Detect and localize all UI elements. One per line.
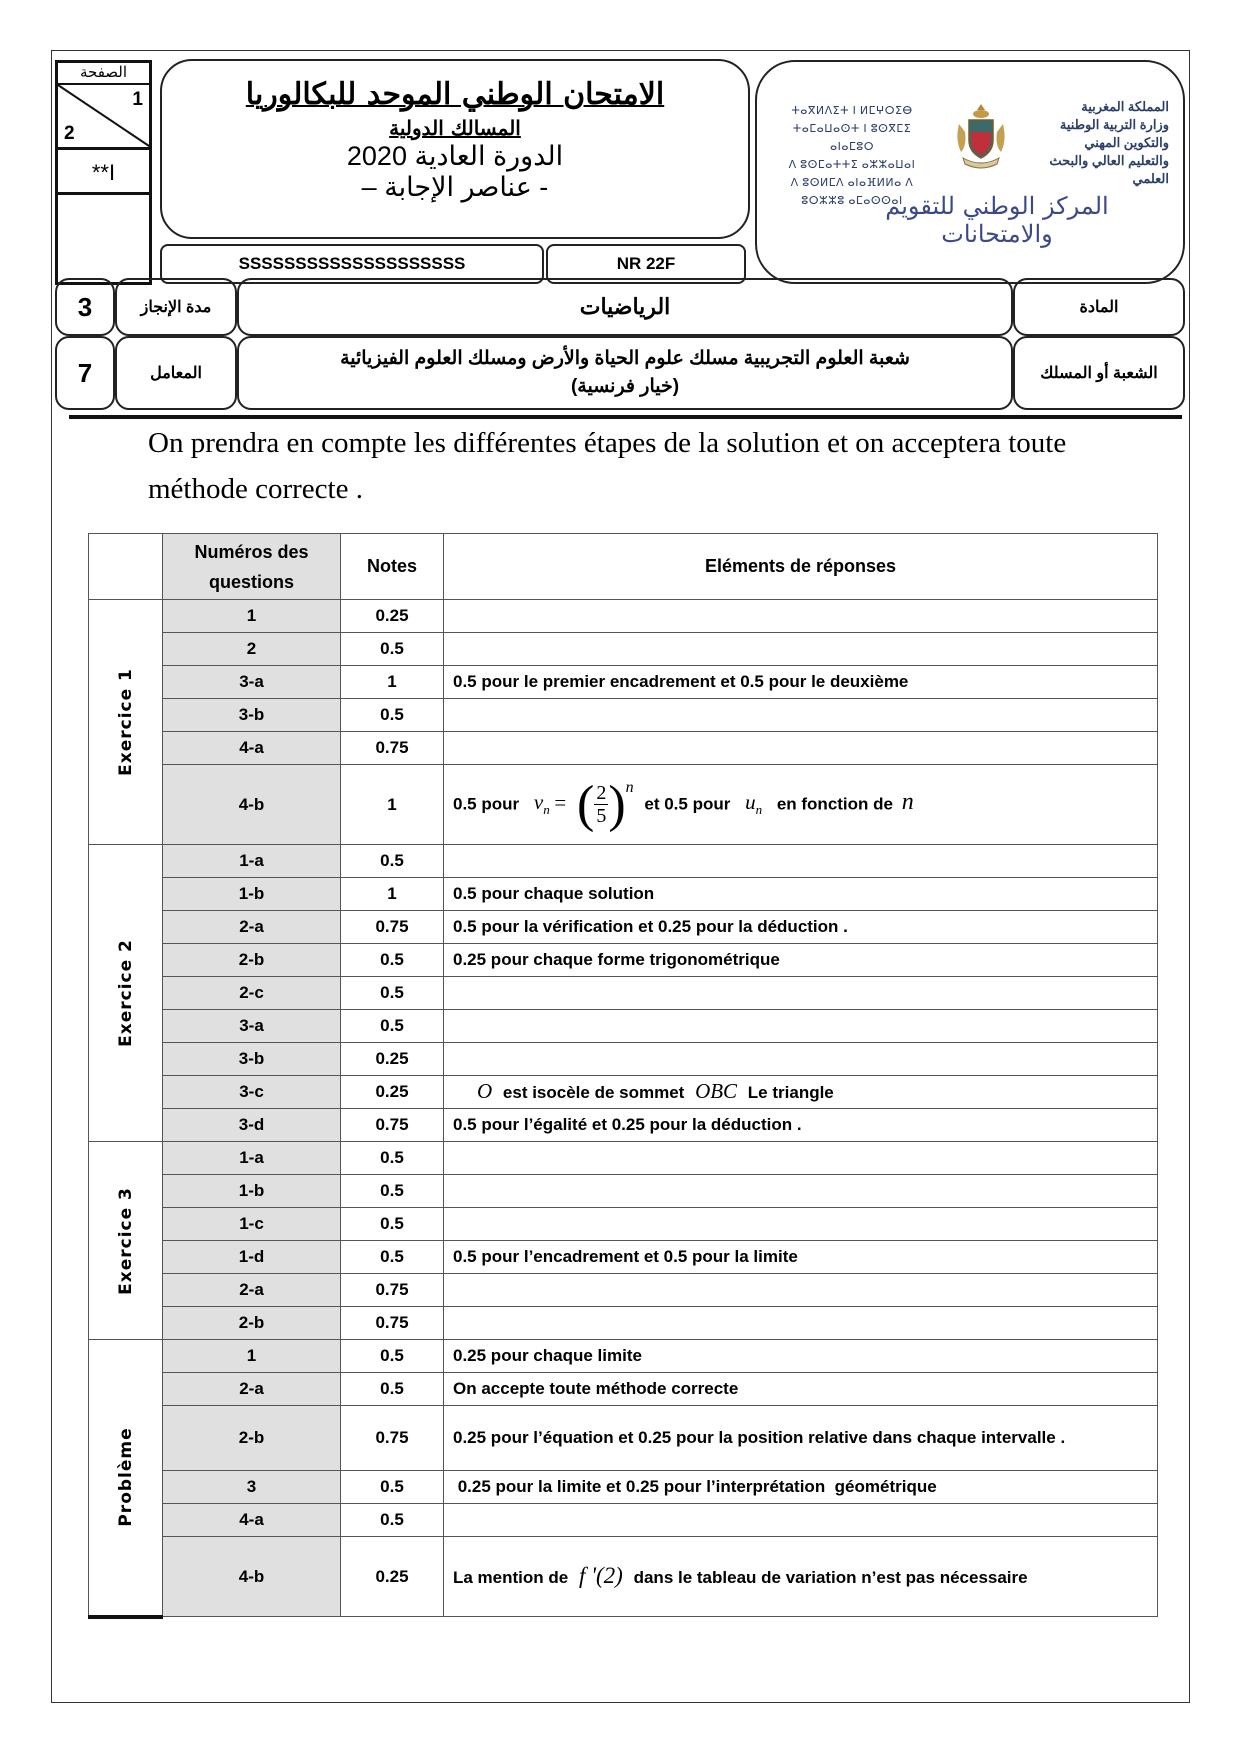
answer-element: 0.5 pour l’encadrement et 0.5 pour la limite bbox=[444, 1241, 1158, 1274]
math-symbol: u bbox=[745, 789, 756, 814]
question-number: 1-b bbox=[163, 878, 341, 911]
table-row bbox=[89, 732, 1158, 765]
note-value: 0.5 bbox=[341, 633, 444, 666]
math-subscript: n bbox=[543, 802, 550, 818]
page-fraction bbox=[58, 85, 149, 150]
section-label: Problème bbox=[115, 1427, 136, 1527]
question-number: 2-a bbox=[163, 911, 341, 944]
page-total: 2 bbox=[64, 123, 75, 144]
intro-text: On prendra en compte les différentes étapes de la solution et on acceptera toute méthode correcte . bbox=[148, 427, 1067, 505]
note-value: 0.75 bbox=[341, 1109, 444, 1142]
answer-element: 0.5 pour chaque solution bbox=[444, 878, 1158, 911]
exam-code-right: NR 22F bbox=[546, 244, 746, 284]
note-value: 0.75 bbox=[341, 1406, 444, 1471]
question-number: 1-c bbox=[163, 1208, 341, 1241]
question-number: 3 bbox=[163, 1471, 341, 1504]
question-number: 1-a bbox=[163, 1142, 341, 1175]
answer-element bbox=[444, 765, 1158, 845]
table-row bbox=[89, 977, 1158, 1010]
note-value: 0.5 bbox=[341, 1241, 444, 1274]
section-cell bbox=[89, 600, 163, 845]
table-row bbox=[89, 1274, 1158, 1307]
answer-element bbox=[444, 732, 1158, 765]
answer-element bbox=[444, 1076, 1158, 1109]
question-number: 3-b bbox=[163, 699, 341, 732]
note-value: 0.5 bbox=[341, 1504, 444, 1537]
math-u bbox=[745, 789, 763, 818]
answer-text: La mention de bbox=[453, 1567, 569, 1587]
duration-label: مدة الإنجاز bbox=[115, 278, 237, 336]
exam-session: الدورة العادية 2020 bbox=[346, 141, 564, 171]
note-value: 0.75 bbox=[341, 732, 444, 765]
arabic-ministry-text bbox=[1019, 98, 1169, 188]
answer-element: 0.25 pour chaque forme trigonométrique bbox=[444, 944, 1158, 977]
tifinagh-line: ⴷ ⵓⵙⵍⵎⴷ ⴰⵏⴰⴼⵍⵍⴰ ⴷ ⵓⵔⵣⵣⵓ ⴰⵎⴰⵙⵙⴰⵏ bbox=[790, 177, 914, 207]
note-value: 0.5 bbox=[341, 1471, 444, 1504]
table-row bbox=[89, 1010, 1158, 1043]
exam-title-box bbox=[160, 59, 750, 239]
coefficient-value: 7 bbox=[55, 336, 115, 410]
paren-open: ( bbox=[577, 775, 595, 833]
table-row bbox=[89, 1307, 1158, 1340]
table-row bbox=[89, 633, 1158, 666]
math-symbol: n bbox=[901, 788, 914, 815]
subject-label: المادة bbox=[1013, 278, 1185, 336]
section-label: Exercice 2 bbox=[115, 939, 136, 1047]
answer-element: 0.5 pour le premier encadrement et 0.5 pour le deuxième bbox=[444, 666, 1158, 699]
math-symbol: v bbox=[533, 789, 544, 814]
table-row bbox=[89, 1537, 1158, 1617]
answer-text: Le triangle bbox=[747, 1083, 834, 1102]
math-symbol: OBC bbox=[695, 1079, 738, 1103]
table-row bbox=[89, 1471, 1158, 1504]
note-value: 0.5 bbox=[341, 1142, 444, 1175]
answer-text: et 0.5 pour bbox=[644, 793, 731, 813]
table-row bbox=[89, 1142, 1158, 1175]
arabic-line: والتعليم العالي والبحث العلمي bbox=[1049, 153, 1169, 186]
exam-title: الامتحان الوطني الموحد للبكالوريا bbox=[245, 77, 665, 112]
grading-table bbox=[88, 533, 1158, 1619]
note-value: 0.25 bbox=[341, 1076, 444, 1109]
subject-value: الرياضيات bbox=[237, 278, 1013, 336]
doc-type: - عناصر الإجابة – bbox=[361, 172, 549, 202]
page-counter-box bbox=[55, 60, 152, 285]
question-number: 1-a bbox=[163, 845, 341, 878]
note-value: 0.5 bbox=[341, 944, 444, 977]
note-value: 0.75 bbox=[341, 1307, 444, 1340]
table-row bbox=[89, 1340, 1158, 1373]
section-cell bbox=[89, 845, 163, 1142]
page-label: الصفحة bbox=[58, 63, 149, 85]
answer-element bbox=[444, 1010, 1158, 1043]
question-number: 2-b bbox=[163, 1307, 341, 1340]
question-number: 2 bbox=[163, 633, 341, 666]
header-notes: Notes bbox=[341, 534, 444, 600]
note-value: 1 bbox=[341, 878, 444, 911]
answer-element bbox=[444, 1043, 1158, 1076]
answer-element bbox=[444, 1274, 1158, 1307]
duration-value: 3 bbox=[55, 278, 115, 336]
center-name: المركز الوطني للتقويم والامتحانات bbox=[885, 192, 1109, 248]
math-symbol: f '(2) bbox=[578, 1562, 623, 1588]
coat-of-arms-icon bbox=[953, 102, 1009, 170]
table-row bbox=[89, 1043, 1158, 1076]
table-row bbox=[89, 666, 1158, 699]
question-number: 3-a bbox=[163, 1010, 341, 1043]
fraction-numerator: 2 bbox=[596, 782, 607, 804]
question-number: 4-a bbox=[163, 1504, 341, 1537]
question-number: 3-d bbox=[163, 1109, 341, 1142]
question-number: 3-a bbox=[163, 666, 341, 699]
note-value: 0.5 bbox=[341, 699, 444, 732]
question-number: 2-b bbox=[163, 1406, 341, 1471]
table-row bbox=[89, 944, 1158, 977]
note-value: 0.25 bbox=[341, 600, 444, 633]
arabic-line: وزارة التربية الوطنية bbox=[1059, 117, 1169, 132]
math-subscript: n bbox=[755, 802, 763, 818]
branch-label: الشعبة أو المسلك bbox=[1013, 336, 1185, 410]
section-label: Exercice 3 bbox=[115, 1186, 136, 1295]
section-cell bbox=[89, 1142, 163, 1340]
answer-element bbox=[444, 633, 1158, 666]
paren-close: ) bbox=[608, 775, 626, 833]
table-row bbox=[89, 878, 1158, 911]
question-number: 3-b bbox=[163, 1043, 341, 1076]
math-equals: = bbox=[554, 789, 567, 814]
table-row bbox=[89, 1109, 1158, 1142]
answer-element bbox=[444, 1142, 1158, 1175]
answer-element: On accepte toute méthode correcte bbox=[444, 1373, 1158, 1406]
note-value: 0.5 bbox=[341, 845, 444, 878]
ministry-logo-box bbox=[755, 60, 1185, 284]
answer-text: 0.5 pour bbox=[453, 793, 520, 813]
header-elements: Eléments de réponses bbox=[444, 534, 1158, 600]
branch-line-1: شعبة العلوم التجريبية مسلك علوم الحياة والأرض ومسلك العلوم الفيزيائية bbox=[340, 348, 910, 369]
question-number: 1-b bbox=[163, 1175, 341, 1208]
header-divider bbox=[69, 415, 1182, 419]
question-number: 1 bbox=[163, 1340, 341, 1373]
math-fraction-power bbox=[577, 775, 634, 833]
answer-element: 0.25 pour l’équation et 0.25 pour la position relative dans chaque intervalle . bbox=[444, 1406, 1158, 1471]
table-row bbox=[89, 1373, 1158, 1406]
note-value: 0.5 bbox=[341, 1175, 444, 1208]
table-row bbox=[89, 699, 1158, 732]
note-value: 0.5 bbox=[341, 977, 444, 1010]
answer-element bbox=[444, 1504, 1158, 1537]
answer-text: en fonction de bbox=[776, 793, 893, 813]
fraction-denominator: 5 bbox=[596, 805, 607, 827]
arabic-line: والتكوين المهني bbox=[1084, 135, 1169, 150]
answer-element bbox=[444, 699, 1158, 732]
table-row bbox=[89, 1406, 1158, 1471]
question-number: 2-a bbox=[163, 1274, 341, 1307]
note-value: 0.75 bbox=[341, 1274, 444, 1307]
branch-line-2: (خيار فرنسية) bbox=[570, 376, 680, 397]
table-row bbox=[89, 1208, 1158, 1241]
note-value: 0.75 bbox=[341, 911, 444, 944]
question-number: 2-c bbox=[163, 977, 341, 1010]
note-value: 1 bbox=[341, 666, 444, 699]
table-row bbox=[89, 1175, 1158, 1208]
note-value: 0.5 bbox=[341, 1208, 444, 1241]
question-number: 3-c bbox=[163, 1076, 341, 1109]
answer-element bbox=[444, 845, 1158, 878]
note-value: 1 bbox=[341, 765, 444, 845]
answer-element: 0.25 pour chaque limite bbox=[444, 1340, 1158, 1373]
table-header-row bbox=[89, 534, 1158, 600]
table-row bbox=[89, 911, 1158, 944]
table-row bbox=[89, 845, 1158, 878]
table-row bbox=[89, 1076, 1158, 1109]
answer-element: 0.5 pour la vérification et 0.25 pour la déduction . bbox=[444, 911, 1158, 944]
table-row bbox=[89, 765, 1158, 845]
math-exponent: n bbox=[625, 778, 634, 796]
question-number: 1-d bbox=[163, 1241, 341, 1274]
coefficient-label: المعامل bbox=[115, 336, 237, 410]
answer-element bbox=[444, 600, 1158, 633]
math-v bbox=[533, 789, 550, 818]
answer-text: est isocèle de sommet bbox=[502, 1083, 685, 1102]
answer-text: dans le tableau de variation n’est pas nécessaire bbox=[633, 1567, 1028, 1587]
answer-element: 0.5 pour l’égalité et 0.25 pour la déduction . bbox=[444, 1109, 1158, 1142]
note-value: 0.5 bbox=[341, 1373, 444, 1406]
note-value: 0.25 bbox=[341, 1043, 444, 1076]
header-section bbox=[89, 534, 163, 600]
fraction bbox=[594, 782, 608, 827]
table-row bbox=[89, 600, 1158, 633]
question-number: 4-b bbox=[163, 765, 341, 845]
answer-element: 0.25 pour la limite et 0.25 pour l’interprétation géométrique bbox=[444, 1471, 1158, 1504]
note-value: 0.5 bbox=[341, 1010, 444, 1043]
tifinagh-line: ⵜⴰⵎⴰⵡⴰⵙⵜ ⵏ ⵓⵙⴳⵎⵉ ⴰⵏⴰⵎⵓⵔ bbox=[792, 123, 912, 153]
math-symbol: O bbox=[477, 1079, 493, 1103]
question-number: 4-b bbox=[163, 1537, 341, 1617]
answer-element bbox=[444, 1175, 1158, 1208]
table-row bbox=[89, 1241, 1158, 1274]
exam-track: المسالك الدولية bbox=[389, 116, 521, 140]
question-number: 1 bbox=[163, 600, 341, 633]
table-row bbox=[89, 1504, 1158, 1537]
question-number: 2-a bbox=[163, 1373, 341, 1406]
page-code: **I bbox=[58, 150, 149, 195]
tifinagh-line: ⵜⴰⴳⵍⴷⵉⵜ ⵏ ⵍⵎⵖⵔⵉⴱ bbox=[791, 105, 913, 117]
page-current: 1 bbox=[132, 89, 143, 110]
branch-value bbox=[237, 336, 1013, 410]
answer-element bbox=[444, 1208, 1158, 1241]
note-value: 0.5 bbox=[341, 1340, 444, 1373]
section-label: Exercice 1 bbox=[115, 668, 136, 776]
answer-element bbox=[444, 1537, 1158, 1617]
exam-code-left: SSSSSSSSSSSSSSSSSSSS bbox=[160, 244, 544, 284]
tifinagh-line: ⴷ ⵓⵙⵎⴰⵜⵜⵉ ⴰⵣⵣⴰⵡⴰⵏ bbox=[788, 159, 916, 171]
answer-element bbox=[444, 1307, 1158, 1340]
arabic-line: المملكة المغربية bbox=[1081, 99, 1169, 114]
note-value: 0.25 bbox=[341, 1537, 444, 1617]
question-number: 2-b bbox=[163, 944, 341, 977]
answer-element bbox=[444, 977, 1158, 1010]
section-cell bbox=[89, 1340, 163, 1617]
question-number: 4-a bbox=[163, 732, 341, 765]
header-question: Numéros des questions bbox=[163, 534, 341, 600]
